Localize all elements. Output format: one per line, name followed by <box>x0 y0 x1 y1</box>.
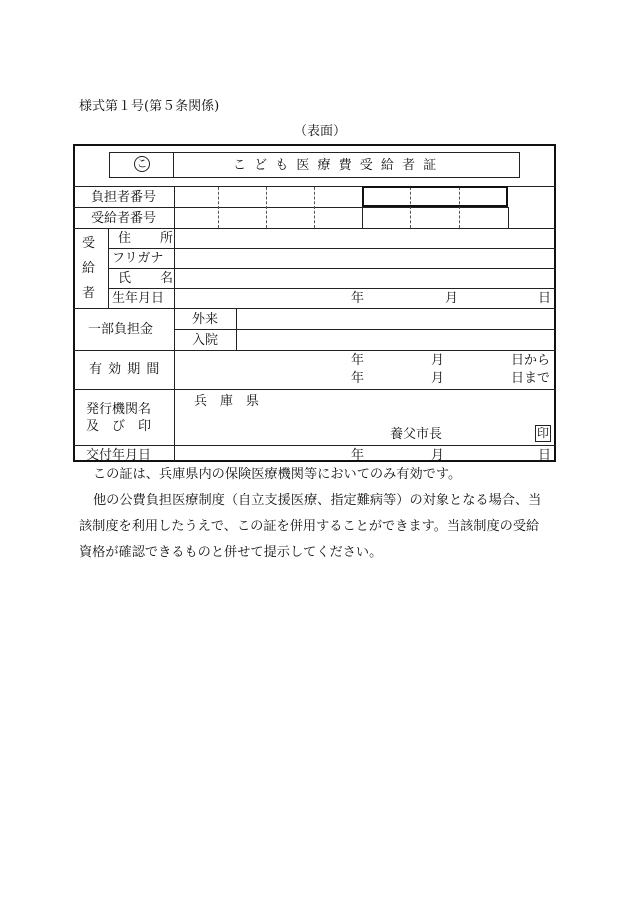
issue-month: 月 <box>431 448 445 463</box>
number-end-divider <box>508 207 509 228</box>
rule <box>108 288 556 289</box>
rule <box>73 228 556 229</box>
recipient-group-char: 受 <box>82 236 96 251</box>
validity-to-month: 月 <box>431 371 445 386</box>
issue-date-label: 交付年月日 <box>86 448 152 463</box>
name-label: 氏 名 <box>118 271 182 286</box>
rule <box>73 389 556 390</box>
label-column-divider <box>174 186 175 461</box>
recipient-group-divider <box>108 228 109 308</box>
recipient-group-char: 給 <box>82 261 96 276</box>
note-line-3: 該制度を利用したうえで、この証を併用することができます。当該制度の受給 <box>79 519 540 534</box>
rule <box>108 248 556 249</box>
note-line-4: 資格が確認できるものと併せて提示してください。 <box>79 545 383 560</box>
payer-number-check-box <box>362 186 508 207</box>
dob-month: 月 <box>445 291 459 306</box>
form-number: 様式第１号(第５条関係) <box>79 99 220 114</box>
outpatient-label: 外来 <box>192 312 219 327</box>
inpatient-label: 入院 <box>192 333 219 348</box>
validity-from-month: 月 <box>431 353 445 368</box>
dob-day: 日 <box>538 291 552 306</box>
validity-to-day: 日まで <box>511 371 551 386</box>
payer-number-label: 負担者番号 <box>91 190 157 205</box>
certificate-title: こ ど も 医 療 費 受 給 者 証 <box>233 158 439 173</box>
digit-divider <box>218 187 219 228</box>
title-divider <box>173 152 174 178</box>
address-label: 住 所 <box>118 231 182 246</box>
rule <box>108 268 556 269</box>
note-line-2: 他の公費負担医療制度（自立支援医療、指定難病等）の対象となる場合、当 <box>93 493 542 508</box>
official-seal-mark: 印 <box>536 426 549 440</box>
side-label: （表面） <box>294 124 347 139</box>
copay-label: 一部負担金 <box>88 322 154 337</box>
validity-from-day: 日から <box>511 353 551 368</box>
validity-from-year: 年 <box>351 353 365 368</box>
recipient-group-char: 者 <box>82 286 96 301</box>
validity-to-year: 年 <box>351 371 365 386</box>
issuer-prefecture: 兵 庫 県 <box>194 394 260 409</box>
note-line-1: この証は、兵庫県内の保険医療機関等においてのみ有効です。 <box>93 467 462 482</box>
recipient-number-label: 受給者番号 <box>91 211 157 226</box>
rule <box>73 445 556 446</box>
copay-divider <box>236 308 237 350</box>
rule <box>73 207 508 208</box>
dob-year: 年 <box>351 291 365 306</box>
rule <box>73 350 556 351</box>
rule <box>174 329 556 330</box>
digit-divider <box>266 187 267 228</box>
issuer-label-line1: 発行機関名 <box>86 402 152 417</box>
furigana-label: フリガナ <box>112 251 164 266</box>
rule <box>73 308 556 309</box>
dob-label: 生年月日 <box>112 291 165 306</box>
digit-divider <box>314 187 315 228</box>
issuer-label-line2: 及 び 印 <box>86 419 152 434</box>
issue-year: 年 <box>351 448 365 463</box>
validity-label: 有 効 期 間 <box>89 362 161 377</box>
issue-day: 日 <box>538 448 552 463</box>
seal-circle-icon: こ <box>134 156 150 172</box>
issuer-mayor: 養父市長 <box>390 427 443 442</box>
